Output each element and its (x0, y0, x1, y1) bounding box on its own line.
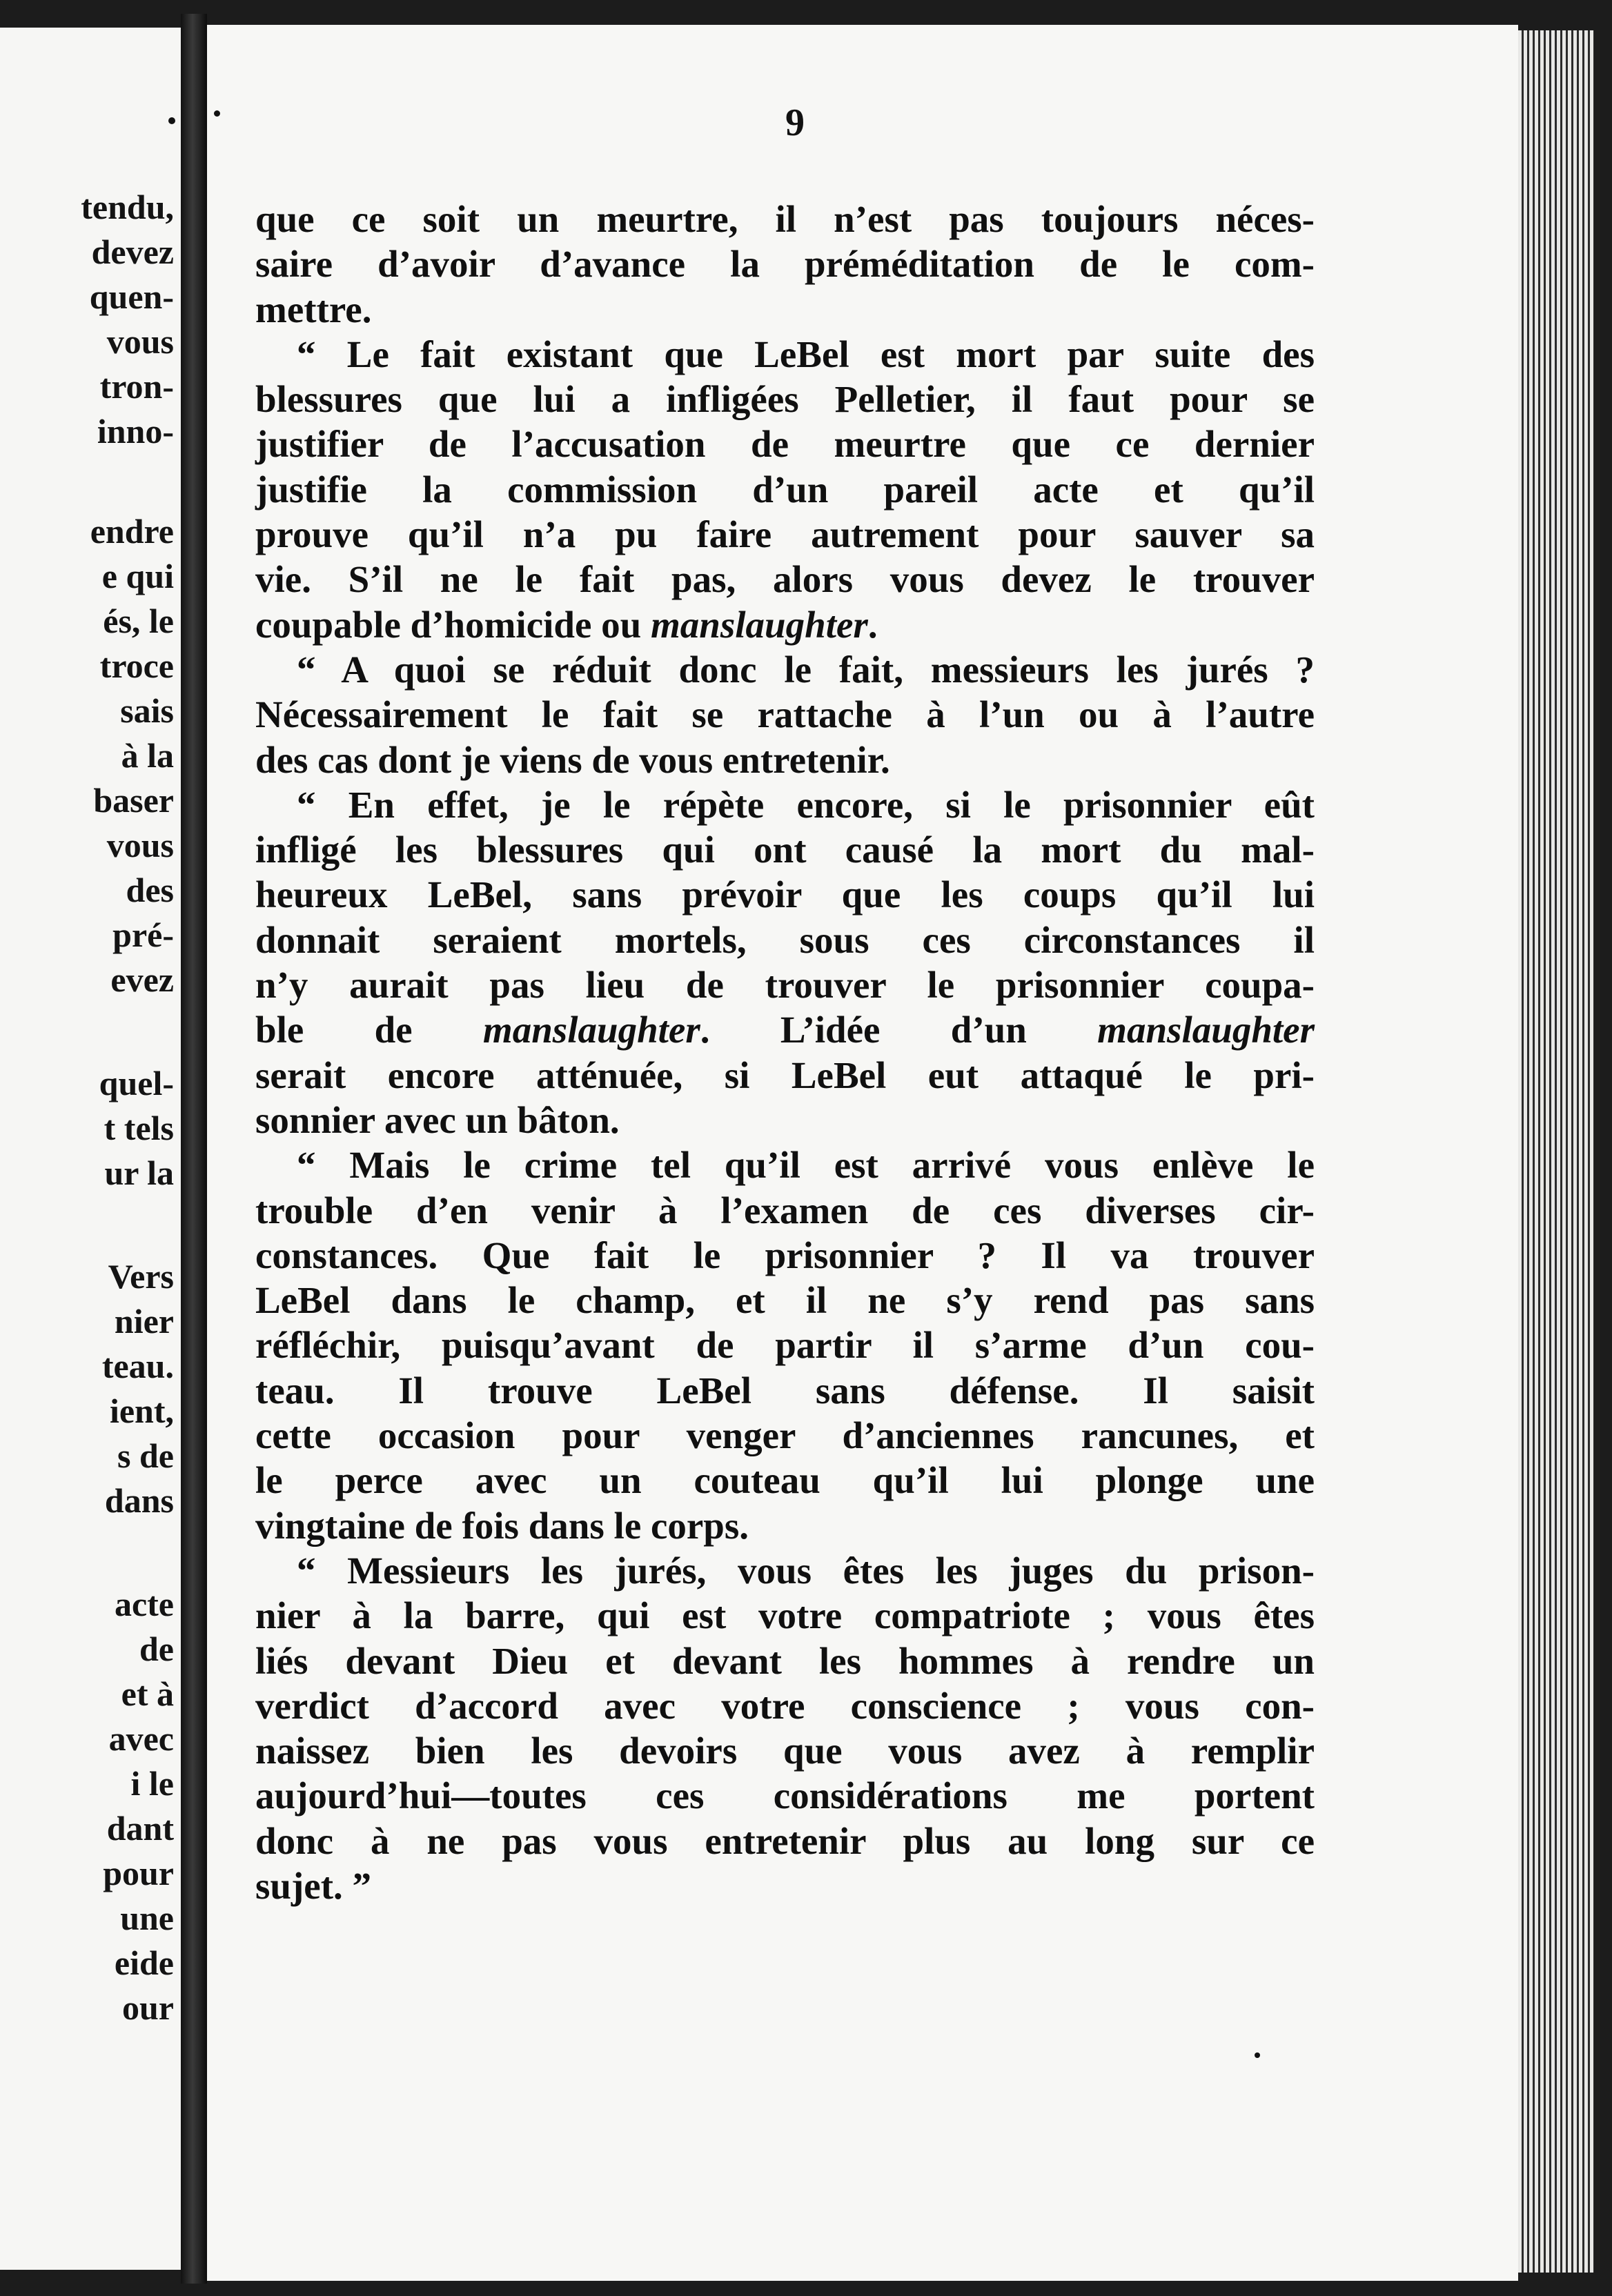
text-line: liés devant Dieu et devant les hommes à rendre un (255, 1639, 1315, 1682)
left-page-line-fragment: de (139, 1630, 174, 1668)
text-line: vingtaine de fois dans le corps. (255, 1504, 749, 1547)
left-page-line-fragment: quen- (89, 277, 174, 316)
left-page-line-fragment: tendu, (81, 188, 174, 226)
left-page-line-fragment: t tels (104, 1109, 174, 1147)
text-line: heureux LeBel, sans prévoir que les coups qu’il lui (255, 873, 1315, 916)
left-page-line-fragment: vous (106, 826, 174, 864)
left-page-line-fragment: our (122, 1988, 174, 2027)
text-line: blessures que lui a infligées Pelletier, il faut pour se (255, 378, 1315, 421)
text-line: constances. Que fait le prisonnier ? Il va trouver (255, 1234, 1315, 1276)
text-line: vie. S’il ne le fait pas, alors vous devez le trouver (255, 558, 1315, 601)
left-page-line-fragment: dans (104, 1481, 174, 1520)
text-line: teau. Il trouve LeBel sans défense. Il saisit (255, 1369, 1315, 1412)
text-line: LeBel dans le champ, et il ne s’y rend pas sans (255, 1279, 1315, 1322)
text-line: justifie la commission d’un pareil acte et qu’il (255, 468, 1315, 511)
text-line: aujourd’hui—toutes ces considérations me portent (255, 1774, 1315, 1817)
text-line: justifier de l’accusation de meurtre que ce dernier (255, 423, 1315, 466)
text-line: prouve qu’il n’a pu faire autrement pour sauver sa (255, 513, 1315, 556)
left-page-line-fragment: s de (117, 1436, 174, 1475)
left-page-line-fragment: devez (91, 232, 174, 271)
left-page-line-fragment: vous (106, 322, 174, 361)
text-line: cette occasion pour venger d’anciennes rancunes, et (255, 1414, 1315, 1457)
ink-speck (1255, 2052, 1260, 2058)
left-page-line-fragment: baser (93, 781, 174, 820)
text-line: “ En effet, je le répète encore, si le prisonnier eût (297, 783, 1315, 826)
left-page-line-fragment: dant (106, 1809, 174, 1848)
text-line: donnait seraient mortels, sous ces circonstances il (255, 918, 1315, 961)
page-edges (1518, 30, 1594, 2273)
text-line: des cas dont je viens de vous entretenir. (255, 738, 890, 781)
left-page-line-fragment: endre (90, 512, 174, 551)
left-page-line-fragment: tron- (99, 367, 174, 406)
left-page-line-fragment: Vers (108, 1257, 174, 1296)
text-line: coupable d’homicide ou manslaughter. (255, 603, 878, 646)
text-line: sonnier avec un bâton. (255, 1098, 620, 1141)
text-line: nier à la barre, qui est votre compatriote ; vous êtes (255, 1594, 1315, 1637)
left-page-line-fragment: i le (130, 1764, 174, 1803)
left-page-line-fragment: nier (114, 1302, 174, 1340)
left-page-line-fragment: sais (120, 691, 174, 730)
left-page-line-fragment: à la (121, 736, 174, 775)
left-page-line-fragment: inno- (97, 412, 174, 451)
gutter-speck (168, 117, 175, 124)
left-page-line-fragment: ur la (104, 1154, 174, 1192)
left-page-line-fragment: és, le (103, 602, 174, 640)
left-page-line-fragment: teau. (101, 1347, 174, 1385)
left-page-line-fragment: evez (110, 960, 174, 999)
text-line: “ Le fait existant que LeBel est mort par suite des (297, 333, 1315, 375)
text-line: trouble d’en venir à l’examen de ces diverses cir- (255, 1189, 1315, 1231)
left-page-line-fragment: ient, (109, 1392, 174, 1430)
text-line: le perce avec un couteau qu’il lui plonge une (255, 1459, 1315, 1502)
text-line: “ A quoi se réduit donc le fait, messieurs les jurés ? (297, 648, 1315, 691)
text-line: saire d’avoir d’avance la préméditation de le com- (255, 243, 1315, 286)
text-line: “ Mais le crime tel qu’il est arrivé vous enlève le (297, 1144, 1315, 1187)
body-text (255, 197, 1315, 1908)
text-line: verdict d’accord avec votre conscience ; vous con- (255, 1684, 1315, 1727)
left-page-line-fragment: avec (108, 1719, 174, 1758)
left-page-line-fragment: e qui (101, 557, 174, 595)
text-line: “ Messieurs les jurés, vous êtes les juges du prison- (297, 1549, 1315, 1592)
text-line: que ce soit un meurtre, il n’est pas toujours néces- (255, 198, 1315, 240)
text-line: mettre. (255, 288, 372, 330)
page-number: 9 (785, 101, 805, 144)
left-page-line-fragment: troce (99, 646, 174, 685)
left-page-line-fragment: et à (121, 1674, 174, 1713)
text-line: serait encore atténuée, si LeBel eut attaqué le pri- (255, 1053, 1315, 1096)
book-gutter (181, 14, 207, 2284)
left-page-line-fragment: eide (114, 1943, 174, 1982)
text-line: réfléchir, puisqu’avant de partir il s’arme d’un cou- (255, 1324, 1315, 1367)
left-page-line-fragment: pour (103, 1854, 174, 1892)
italic-term: manslaughter (482, 1009, 700, 1051)
left-facing-page (0, 28, 186, 2270)
left-page-line-fragment: quel- (99, 1064, 174, 1102)
left-page-line-fragment: des (126, 871, 174, 909)
text-line: n’y aurait pas lieu de trouver le prisonnier coupa- (255, 964, 1315, 1007)
ink-speck (214, 110, 220, 117)
text-line: ble de manslaughter. L’idée d’un manslaughter (255, 1009, 1315, 1051)
left-page-line-fragment: une (120, 1899, 174, 1937)
italic-term: manslaughter (1097, 1009, 1315, 1051)
text-line: Nécessairement le fait se rattache à l’un ou à l’autre (255, 693, 1315, 736)
left-page-line-fragment: acte (114, 1585, 174, 1623)
left-page-line-fragment: pré- (112, 916, 174, 954)
text-line: naissez bien les devoirs que vous avez à remplir (255, 1730, 1315, 1772)
text-line: infligé les blessures qui ont causé la mort du mal- (255, 829, 1315, 871)
text-line: donc à ne pas vous entretenir plus au long sur ce (255, 1819, 1315, 1862)
italic-term: manslaughter (651, 603, 868, 646)
text-line: sujet. ” (255, 1864, 372, 1907)
